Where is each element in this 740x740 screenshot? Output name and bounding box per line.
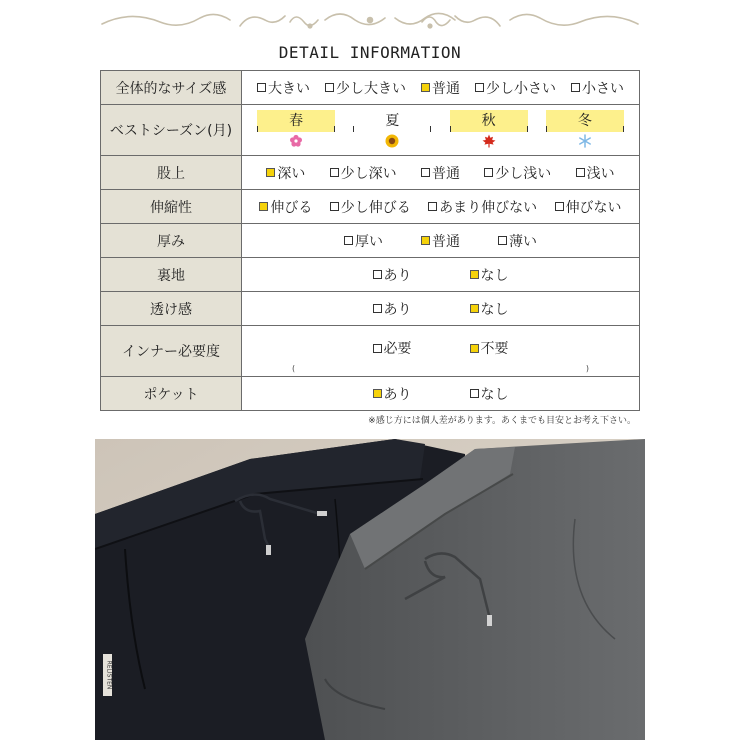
option: なし bbox=[470, 265, 509, 285]
brand-tag: RELISTEN bbox=[105, 660, 113, 690]
option: 普通 bbox=[421, 78, 460, 98]
checked-checkbox-icon bbox=[470, 270, 479, 279]
row-label: 透け感 bbox=[101, 292, 242, 326]
page-title: DETAIL INFORMATION bbox=[278, 43, 462, 62]
option: あり bbox=[373, 384, 412, 404]
checkbox-icon bbox=[373, 270, 382, 279]
option: なし bbox=[470, 384, 509, 404]
row-label: 伸縮性 bbox=[101, 190, 242, 224]
checkbox-icon bbox=[484, 168, 493, 177]
checked-checkbox-icon bbox=[373, 389, 382, 398]
season-autumn: 秋 bbox=[450, 110, 528, 150]
checkbox-icon bbox=[344, 236, 353, 245]
checkbox-icon bbox=[428, 202, 437, 211]
sunflower-icon bbox=[385, 134, 399, 148]
option: 浅い bbox=[576, 163, 615, 183]
option: 不要 bbox=[470, 338, 509, 358]
snowflake-icon bbox=[578, 134, 592, 148]
row-label: ポケット bbox=[101, 377, 242, 411]
table-row bbox=[101, 190, 640, 224]
option: 伸びる bbox=[259, 197, 312, 217]
table-row: インナー必要度 必要 不要 ( ) bbox=[101, 326, 640, 377]
option: 普通 bbox=[421, 231, 460, 251]
checkbox-icon bbox=[373, 304, 382, 313]
option: 少し大きい bbox=[325, 78, 406, 98]
option: 深い bbox=[266, 163, 305, 183]
checkbox-icon bbox=[373, 344, 382, 353]
row-label: インナー必要度 bbox=[101, 326, 242, 377]
checked-checkbox-icon bbox=[259, 202, 268, 211]
row-label: 裏地 bbox=[101, 258, 242, 292]
decorative-ornament bbox=[100, 6, 640, 34]
table-row bbox=[101, 105, 640, 156]
product-photo bbox=[95, 439, 645, 740]
option: 伸びない bbox=[555, 197, 622, 217]
season-winter: 冬 bbox=[546, 110, 624, 150]
table-row bbox=[101, 224, 640, 258]
option: 少し伸びる bbox=[330, 197, 411, 217]
disclaimer-note: ※感じ方には個人差があります。あくまでも目安とお考え下さい。 bbox=[368, 416, 636, 426]
checkbox-icon bbox=[330, 168, 339, 177]
option: 普通 bbox=[421, 163, 460, 183]
season-spring: 春 bbox=[257, 110, 335, 150]
table-row bbox=[101, 71, 640, 105]
table-row bbox=[101, 258, 640, 292]
maple-leaf-icon bbox=[482, 134, 496, 148]
option: あり bbox=[373, 299, 412, 319]
flower-icon bbox=[289, 134, 303, 148]
checked-checkbox-icon bbox=[470, 304, 479, 313]
table-row bbox=[101, 292, 640, 326]
option: 必要 bbox=[373, 338, 412, 358]
checkbox-icon bbox=[475, 83, 484, 92]
row-label: 全体的なサイズ感 bbox=[101, 71, 242, 105]
row-label: ベストシーズン(月) bbox=[101, 105, 242, 156]
checked-checkbox-icon bbox=[421, 236, 430, 245]
checked-checkbox-icon bbox=[470, 344, 479, 353]
option: 少し浅い bbox=[484, 163, 551, 183]
season-summer: 夏 bbox=[353, 110, 431, 150]
checkbox-icon bbox=[470, 389, 479, 398]
row-label: 股上 bbox=[101, 156, 242, 190]
checkbox-icon bbox=[571, 83, 580, 92]
checkbox-icon bbox=[325, 83, 334, 92]
checkbox-icon bbox=[330, 202, 339, 211]
checkbox-icon bbox=[576, 168, 585, 177]
option: 厚い bbox=[344, 231, 383, 251]
checked-checkbox-icon bbox=[421, 83, 430, 92]
option: あり bbox=[373, 265, 412, 285]
option: 小さい bbox=[571, 78, 624, 98]
checkbox-icon bbox=[498, 236, 507, 245]
checkbox-icon bbox=[257, 83, 266, 92]
table-row bbox=[101, 156, 640, 190]
option: 少し小さい bbox=[475, 78, 556, 98]
checked-checkbox-icon bbox=[266, 168, 275, 177]
option: なし bbox=[470, 299, 509, 319]
checkbox-icon bbox=[421, 168, 430, 177]
row-label: 厚み bbox=[101, 224, 242, 258]
option: 薄い bbox=[498, 231, 537, 251]
option: 大きい bbox=[257, 78, 310, 98]
option: あまり伸びない bbox=[428, 197, 537, 217]
option: 少し深い bbox=[330, 163, 397, 183]
table-row bbox=[101, 377, 640, 411]
spec-table bbox=[100, 70, 640, 411]
checkbox-icon bbox=[555, 202, 564, 211]
